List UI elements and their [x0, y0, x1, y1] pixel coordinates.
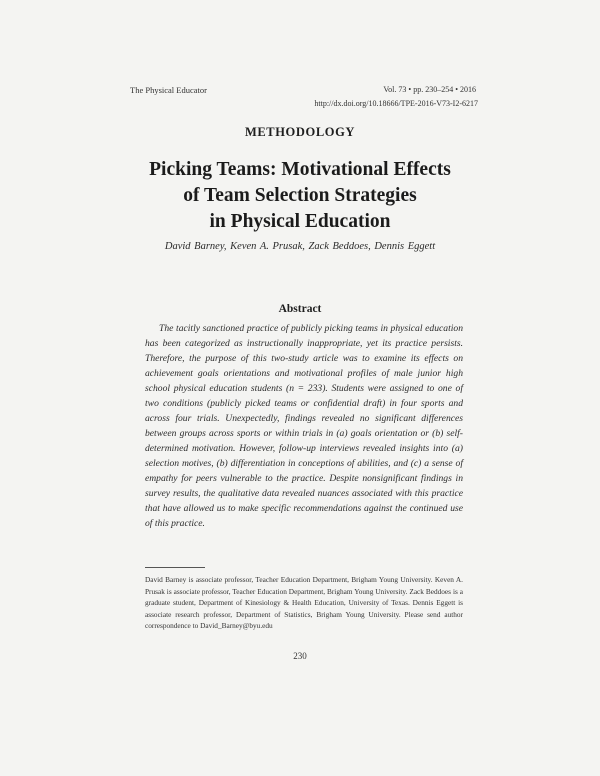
- author-footnote: David Barney is associate professor, Teacher Education Department, Brigham Young University. Keven A. Prusak is associate professor, Teacher Education Department, Brigham Young University. Zack Beddoes is a graduate student, Department of Kinesiology & Health Education, University of Texas. Dennis Eggett is associate research professor, Department of Statistics, Brigham Young University. Please send author correspondence to David_Barney@byu.edu: [145, 575, 463, 630]
- footnote-divider: [145, 567, 205, 568]
- title-line-3: in Physical Education: [209, 211, 391, 232]
- abstract-text: The tacitly sanctioned practice of publicly picking teams in physical education has been categorized as instructionally inappropriate, yet its practice persists. Therefore, the purpose of this two-study article was to examine its effects on achievement goals orientations and motivational profiles of male junior high school physical education students (n = 233). Students were assigned to one of two conditions (publicly picked teams or confidential draft) in four sports and across four trials. Unexpectedly, findings revealed no significant differences between groups across sports or within trials in (a) goals orientation or (b) self-determined motivation. However, follow-up interviews revealed insights into (a) selection motives, (b) differentiation in conceptions of abilities, and (c) a sense of empathy for peers vulnerable to the practice. Despite nonsignificant findings in survey results, the qualitative data revealed nuances associated with this practice that have allowed us to make specific recommendations against the continued use of this practice.: [145, 323, 463, 529]
- title-line-2: of Team Selection Strategies: [183, 185, 417, 206]
- page-number: 230: [293, 651, 307, 661]
- doi-link[interactable]: http://dx.doi.org/10.18666/TPE-2016-V73-I2-6217: [314, 99, 478, 108]
- journal-name: The Physical Educator: [130, 85, 207, 95]
- volume-info: Vol. 73 • pp. 230–254 • 2016: [383, 85, 476, 94]
- abstract-heading: Abstract: [278, 303, 322, 315]
- article-title: [0, 157, 600, 235]
- title-line-1: Picking Teams: Motivational Effects: [149, 159, 451, 180]
- section-label: METHODOLOGY: [244, 125, 356, 139]
- author-list: David Barney, Keven A. Prusak, Zack Beddoes, Dennis Eggett: [164, 241, 436, 252]
